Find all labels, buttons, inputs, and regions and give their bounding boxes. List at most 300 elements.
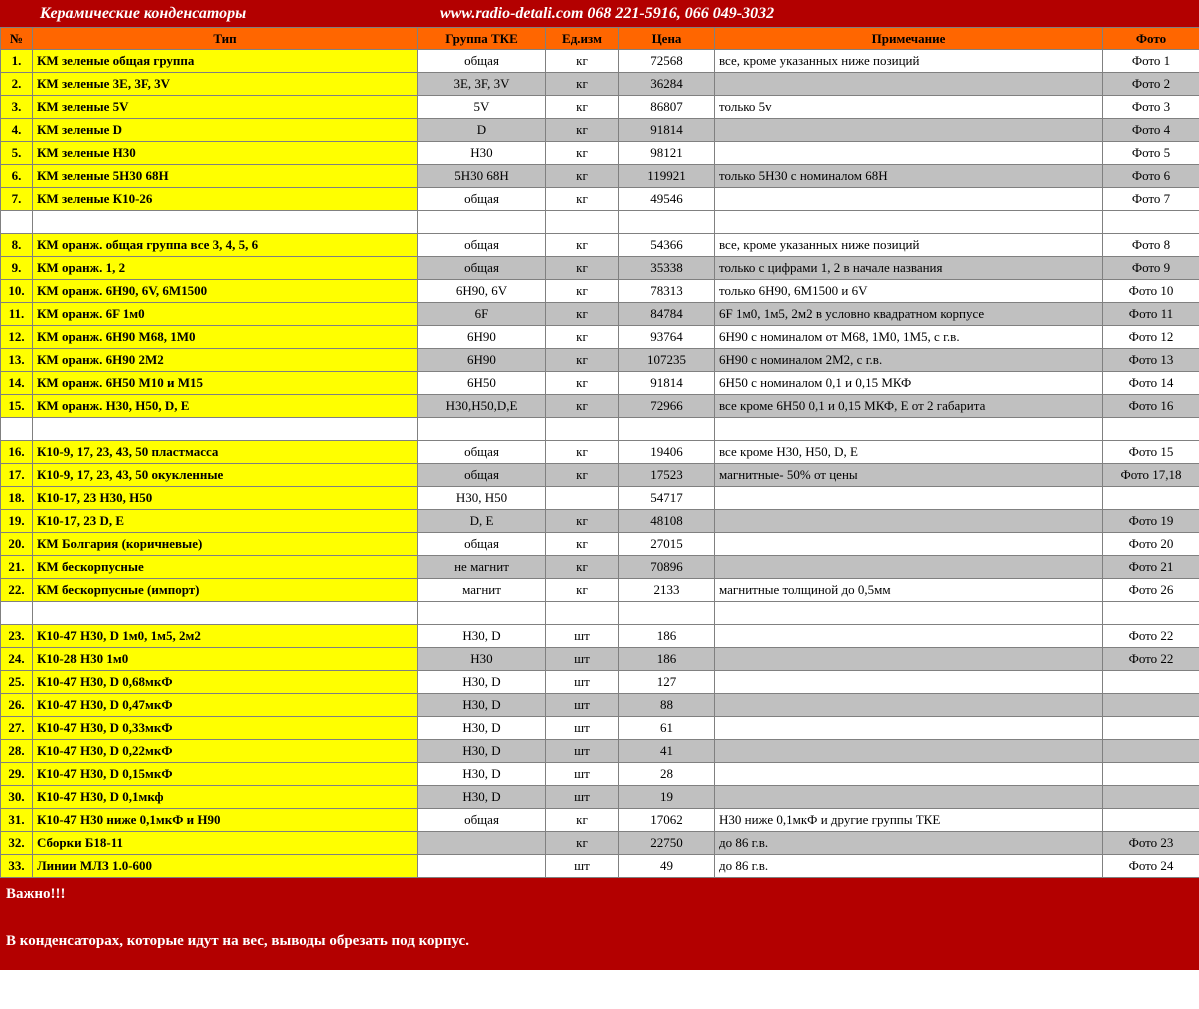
cell-note: [715, 533, 1103, 556]
cell-unit: кг: [546, 165, 619, 188]
cell-unit: кг: [546, 303, 619, 326]
cell-price: 98121: [619, 142, 715, 165]
cell-num: 21.: [1, 556, 33, 579]
cell-tke: магнит: [418, 579, 546, 602]
table-row: [1, 487, 1199, 510]
cell-unit: кг: [546, 142, 619, 165]
table-row: [1, 648, 1199, 671]
cell-photo: Фото 23: [1103, 832, 1199, 855]
table-row: [1, 119, 1199, 142]
cell-tke: общая: [418, 188, 546, 211]
cell-photo: Фото 4: [1103, 119, 1199, 142]
cell-type: К10-47 Н30 ниже 0,1мкФ и Н90: [33, 809, 418, 832]
cell-num: 10.: [1, 280, 33, 303]
table-row: [1, 556, 1199, 579]
cell-unit: шт: [546, 717, 619, 740]
cell-unit: кг: [546, 257, 619, 280]
table-row: [1, 50, 1199, 73]
cell-unit: кг: [546, 464, 619, 487]
cell-photo: [1103, 671, 1199, 694]
cell-unit: кг: [546, 809, 619, 832]
cell-tke: Н30: [418, 648, 546, 671]
cell-type: КМ зеленые D: [33, 119, 418, 142]
important-notice: [0, 878, 1199, 970]
column-header-tke: Группа ТКЕ: [418, 28, 546, 50]
cell-tke: Н30, D: [418, 671, 546, 694]
cell-type: КМ бескорпусные (импорт): [33, 579, 418, 602]
cell-note: [715, 717, 1103, 740]
cell-type: К10-28 Н30 1м0: [33, 648, 418, 671]
cell-tke: Н30, D: [418, 625, 546, 648]
table-row: [1, 303, 1199, 326]
cell-tke: общая: [418, 809, 546, 832]
cell-tke: 3Е, 3F, 3V: [418, 73, 546, 96]
cell-num: 2.: [1, 73, 33, 96]
cell-num: [1, 418, 33, 441]
cell-num: 4.: [1, 119, 33, 142]
cell-tke: общая: [418, 464, 546, 487]
cell-price: 91814: [619, 372, 715, 395]
cell-photo: Фото 16: [1103, 395, 1199, 418]
table-row: [1, 73, 1199, 96]
cell-type: К10-47 Н30, D 0,33мкФ: [33, 717, 418, 740]
cell-note: 6Н90 с номиналом от М68, 1М0, 1М5, с г.в.: [715, 326, 1103, 349]
cell-num: 26.: [1, 694, 33, 717]
cell-photo: Фото 22: [1103, 625, 1199, 648]
cell-photo: Фото 21: [1103, 556, 1199, 579]
cell-unit: кг: [546, 395, 619, 418]
table-row: [1, 717, 1199, 740]
cell-num: 8.: [1, 234, 33, 257]
cell-tke: Н30, D: [418, 740, 546, 763]
cell-unit: шт: [546, 625, 619, 648]
table-row: [1, 257, 1199, 280]
cell-tke: 5V: [418, 96, 546, 119]
cell-price: 17062: [619, 809, 715, 832]
cell-tke: [418, 832, 546, 855]
cell-num: 22.: [1, 579, 33, 602]
table-row: [1, 625, 1199, 648]
cell-photo: Фото 14: [1103, 372, 1199, 395]
cell-price: 186: [619, 648, 715, 671]
cell-price: 36284: [619, 73, 715, 96]
table-row: [1, 694, 1199, 717]
column-header-note: Примечание: [715, 28, 1103, 50]
table-row: [1, 326, 1199, 349]
table-row: [1, 349, 1199, 372]
table-body: [1, 50, 1199, 878]
cell-unit: кг: [546, 234, 619, 257]
cell-note: [715, 418, 1103, 441]
table-row: [1, 165, 1199, 188]
cell-type: КМ оранж. Н30, Н50, D, Е: [33, 395, 418, 418]
cell-type: КМ бескорпусные: [33, 556, 418, 579]
cell-price: 88: [619, 694, 715, 717]
table-spacer-row: [1, 602, 1199, 625]
table-row: [1, 740, 1199, 763]
cell-note: только с цифрами 1, 2 в начале названия: [715, 257, 1103, 280]
cell-photo: Фото 7: [1103, 188, 1199, 211]
cell-unit: кг: [546, 119, 619, 142]
table-row: [1, 533, 1199, 556]
cell-photo: [1103, 809, 1199, 832]
cell-type: К10-17, 23 D, Е: [33, 510, 418, 533]
table-row: [1, 395, 1199, 418]
cell-type: К10-47 Н30, D 0,22мкФ: [33, 740, 418, 763]
cell-type: Сборки Б18-11: [33, 832, 418, 855]
column-header-unit: Ед.изм: [546, 28, 619, 50]
cell-tke: D: [418, 119, 546, 142]
cell-unit: [546, 602, 619, 625]
cell-note: 6F 1м0, 1м5, 2м2 в условно квадратном корпусе: [715, 303, 1103, 326]
table-row: [1, 809, 1199, 832]
cell-num: 19.: [1, 510, 33, 533]
cell-price: 72966: [619, 395, 715, 418]
cell-tke: 5Н30 68Н: [418, 165, 546, 188]
cell-num: 3.: [1, 96, 33, 119]
cell-price: 17523: [619, 464, 715, 487]
cell-price: 84784: [619, 303, 715, 326]
cell-num: 12.: [1, 326, 33, 349]
cell-price: 127: [619, 671, 715, 694]
cell-photo: [1103, 211, 1199, 234]
cell-num: 25.: [1, 671, 33, 694]
cell-tke: Н30: [418, 142, 546, 165]
cell-type: КМ зеленые общая группа: [33, 50, 418, 73]
notice-title: Важно!!!: [6, 886, 66, 902]
cell-price: 72568: [619, 50, 715, 73]
price-table-wrapper: [0, 27, 1199, 878]
cell-price: [619, 418, 715, 441]
cell-num: 28.: [1, 740, 33, 763]
cell-photo: Фото 26: [1103, 579, 1199, 602]
cell-type: К10-17, 23 Н30, Н50: [33, 487, 418, 510]
cell-unit: шт: [546, 855, 619, 878]
cell-unit: шт: [546, 740, 619, 763]
cell-unit: шт: [546, 648, 619, 671]
cell-note: [715, 740, 1103, 763]
cell-num: 1.: [1, 50, 33, 73]
table-row: [1, 510, 1199, 533]
cell-photo: Фото 12: [1103, 326, 1199, 349]
cell-unit: кг: [546, 556, 619, 579]
cell-note: [715, 188, 1103, 211]
cell-note: 6Н90 с номиналом 2М2, с г.в.: [715, 349, 1103, 372]
cell-tke: общая: [418, 50, 546, 73]
cell-type: КМ зеленые Н30: [33, 142, 418, 165]
cell-num: 20.: [1, 533, 33, 556]
cell-type: КМ зеленые 5Н30 68Н: [33, 165, 418, 188]
table-row: [1, 234, 1199, 257]
cell-tke: Н30, D: [418, 763, 546, 786]
cell-num: 32.: [1, 832, 33, 855]
cell-price: 22750: [619, 832, 715, 855]
cell-photo: Фото 6: [1103, 165, 1199, 188]
cell-tke: [418, 855, 546, 878]
cell-note: до 86 г.в.: [715, 855, 1103, 878]
cell-type: [33, 602, 418, 625]
cell-type: К10-47 Н30, D 0,47мкФ: [33, 694, 418, 717]
cell-tke: 6Н90: [418, 326, 546, 349]
cell-price: 86807: [619, 96, 715, 119]
cell-note: все кроме 6Н50 0,1 и 0,15 МКФ, Е от 2 габарита: [715, 395, 1103, 418]
cell-note: [715, 625, 1103, 648]
cell-price: 27015: [619, 533, 715, 556]
cell-photo: Фото 13: [1103, 349, 1199, 372]
cell-note: [715, 602, 1103, 625]
cell-unit: кг: [546, 510, 619, 533]
cell-photo: Фото 20: [1103, 533, 1199, 556]
page-title: Керамические конденсаторы: [40, 4, 247, 22]
cell-num: 14.: [1, 372, 33, 395]
cell-photo: Фото 9: [1103, 257, 1199, 280]
cell-photo: Фото 3: [1103, 96, 1199, 119]
table-row: [1, 188, 1199, 211]
cell-unit: кг: [546, 326, 619, 349]
cell-photo: Фото 15: [1103, 441, 1199, 464]
table-row: [1, 763, 1199, 786]
cell-note: [715, 119, 1103, 142]
cell-tke: Н30, Н50: [418, 487, 546, 510]
cell-price: 78313: [619, 280, 715, 303]
cell-type: КМ зеленые 3Е, 3F, 3V: [33, 73, 418, 96]
cell-price: 107235: [619, 349, 715, 372]
cell-num: 17.: [1, 464, 33, 487]
cell-num: 13.: [1, 349, 33, 372]
notice-text: В конденсаторах, которые идут на вес, выводы обрезать под корпус.: [6, 933, 469, 949]
cell-tke: 6Н90: [418, 349, 546, 372]
cell-note: все кроме Н30, Н50, D, Е: [715, 441, 1103, 464]
cell-unit: кг: [546, 441, 619, 464]
cell-photo: [1103, 694, 1199, 717]
cell-note: все, кроме указанных ниже позиций: [715, 234, 1103, 257]
cell-price: 54717: [619, 487, 715, 510]
cell-type: К10-9, 17, 23, 43, 50 пластмасса: [33, 441, 418, 464]
table-row: [1, 832, 1199, 855]
cell-unit: кг: [546, 349, 619, 372]
cell-num: [1, 602, 33, 625]
cell-price: 119921: [619, 165, 715, 188]
cell-type: КМ оранж. 6Н90, 6V, 6М1500: [33, 280, 418, 303]
cell-unit: кг: [546, 280, 619, 303]
table-spacer-row: [1, 418, 1199, 441]
cell-unit: кг: [546, 50, 619, 73]
cell-num: 6.: [1, 165, 33, 188]
cell-num: 24.: [1, 648, 33, 671]
table-row: [1, 464, 1199, 487]
table-row: [1, 96, 1199, 119]
cell-tke: не магнит: [418, 556, 546, 579]
table-row: [1, 441, 1199, 464]
cell-photo: [1103, 418, 1199, 441]
table-row: [1, 786, 1199, 809]
cell-note: [715, 487, 1103, 510]
cell-unit: кг: [546, 579, 619, 602]
cell-note: магнитные толщиной до 0,5мм: [715, 579, 1103, 602]
cell-note: только 5Н30 с номиналом 68Н: [715, 165, 1103, 188]
cell-tke: [418, 418, 546, 441]
cell-tke: общая: [418, 441, 546, 464]
cell-num: 7.: [1, 188, 33, 211]
cell-photo: [1103, 602, 1199, 625]
cell-unit: кг: [546, 96, 619, 119]
cell-price: 48108: [619, 510, 715, 533]
cell-tke: Н30, D: [418, 717, 546, 740]
cell-note: [715, 671, 1103, 694]
contact-info: www.radio-detali.com 068 221-5916, 066 049-3032: [440, 4, 775, 22]
cell-num: 27.: [1, 717, 33, 740]
table-spacer-row: [1, 211, 1199, 234]
cell-note: [715, 510, 1103, 533]
cell-photo: Фото 10: [1103, 280, 1199, 303]
cell-price: 61: [619, 717, 715, 740]
cell-unit: шт: [546, 694, 619, 717]
cell-photo: [1103, 487, 1199, 510]
cell-price: 186: [619, 625, 715, 648]
cell-type: К10-9, 17, 23, 43, 50 окукленные: [33, 464, 418, 487]
cell-type: КМ оранж. 1, 2: [33, 257, 418, 280]
cell-tke: [418, 211, 546, 234]
cell-type: [33, 418, 418, 441]
cell-tke: Н30, D: [418, 694, 546, 717]
cell-tke: общая: [418, 533, 546, 556]
cell-photo: Фото 1: [1103, 50, 1199, 73]
cell-note: 6Н50 с номиналом 0,1 и 0,15 МКФ: [715, 372, 1103, 395]
cell-note: [715, 786, 1103, 809]
cell-price: 49: [619, 855, 715, 878]
cell-note: до 86 г.в.: [715, 832, 1103, 855]
table-row: [1, 142, 1199, 165]
cell-photo: [1103, 740, 1199, 763]
cell-type: КМ зеленые К10-26: [33, 188, 418, 211]
cell-num: 9.: [1, 257, 33, 280]
cell-num: [1, 211, 33, 234]
table-row: [1, 280, 1199, 303]
cell-price: 49546: [619, 188, 715, 211]
cell-tke: D, Е: [418, 510, 546, 533]
column-header-num: №: [1, 28, 33, 50]
cell-price: 54366: [619, 234, 715, 257]
table-row: [1, 671, 1199, 694]
cell-unit: кг: [546, 372, 619, 395]
cell-unit: [546, 211, 619, 234]
cell-tke: общая: [418, 257, 546, 280]
cell-photo: Фото 5: [1103, 142, 1199, 165]
cell-type: КМ оранж. 6Н90 2М2: [33, 349, 418, 372]
cell-photo: [1103, 786, 1199, 809]
cell-type: К10-47 Н30, D 0,68мкФ: [33, 671, 418, 694]
cell-tke: Н30, D: [418, 786, 546, 809]
cell-unit: шт: [546, 763, 619, 786]
cell-tke: Н30,Н50,D,Е: [418, 395, 546, 418]
cell-note: Н30 ниже 0,1мкФ и другие группы ТКЕ: [715, 809, 1103, 832]
cell-tke: общая: [418, 234, 546, 257]
cell-type: КМ зеленые 5V: [33, 96, 418, 119]
page-header: [0, 0, 1199, 27]
cell-type: КМ оранж. общая группа все 3, 4, 5, 6: [33, 234, 418, 257]
cell-num: 23.: [1, 625, 33, 648]
cell-unit: [546, 418, 619, 441]
cell-num: 29.: [1, 763, 33, 786]
cell-price: [619, 602, 715, 625]
cell-photo: Фото 17,18: [1103, 464, 1199, 487]
cell-photo: [1103, 717, 1199, 740]
cell-num: 18.: [1, 487, 33, 510]
cell-photo: Фото 22: [1103, 648, 1199, 671]
cell-unit: кг: [546, 73, 619, 96]
cell-unit: шт: [546, 671, 619, 694]
cell-price: 70896: [619, 556, 715, 579]
table-row: [1, 855, 1199, 878]
cell-photo: [1103, 763, 1199, 786]
cell-photo: Фото 19: [1103, 510, 1199, 533]
cell-unit: шт: [546, 786, 619, 809]
table-row: [1, 579, 1199, 602]
table-header-row: [1, 28, 1199, 50]
cell-unit: кг: [546, 832, 619, 855]
cell-num: 11.: [1, 303, 33, 326]
cell-photo: Фото 2: [1103, 73, 1199, 96]
cell-price: 41: [619, 740, 715, 763]
cell-unit: кг: [546, 533, 619, 556]
cell-note: [715, 211, 1103, 234]
cell-type: КМ оранж. 6F 1м0: [33, 303, 418, 326]
cell-note: [715, 763, 1103, 786]
cell-type: КМ Болгария (коричневые): [33, 533, 418, 556]
cell-price: 19: [619, 786, 715, 809]
cell-photo: Фото 8: [1103, 234, 1199, 257]
cell-price: 19406: [619, 441, 715, 464]
cell-type: К10-47 Н30, D 0,1мкф: [33, 786, 418, 809]
cell-num: 15.: [1, 395, 33, 418]
cell-photo: Фото 24: [1103, 855, 1199, 878]
price-table: [0, 27, 1199, 878]
cell-price: 28: [619, 763, 715, 786]
column-header-type: Тип: [33, 28, 418, 50]
cell-num: 30.: [1, 786, 33, 809]
cell-note: [715, 694, 1103, 717]
cell-note: все, кроме указанных ниже позиций: [715, 50, 1103, 73]
cell-price: 91814: [619, 119, 715, 142]
cell-type: [33, 211, 418, 234]
cell-num: 33.: [1, 855, 33, 878]
cell-price: 2133: [619, 579, 715, 602]
cell-tke: [418, 602, 546, 625]
cell-note: [715, 73, 1103, 96]
cell-note: магнитные- 50% от цены: [715, 464, 1103, 487]
cell-type: К10-47 Н30, D 0,15мкФ: [33, 763, 418, 786]
cell-note: [715, 142, 1103, 165]
cell-note: только 5v: [715, 96, 1103, 119]
cell-type: К10-47 Н30, D 1м0, 1м5, 2м2: [33, 625, 418, 648]
cell-num: 5.: [1, 142, 33, 165]
cell-unit: кг: [546, 188, 619, 211]
cell-tke: 6Н90, 6V: [418, 280, 546, 303]
cell-tke: 6Н50: [418, 372, 546, 395]
cell-type: КМ оранж. 6Н90 М68, 1М0: [33, 326, 418, 349]
cell-type: КМ оранж. 6Н50 М10 и М15: [33, 372, 418, 395]
column-header-photo: Фото: [1103, 28, 1199, 50]
table-row: [1, 372, 1199, 395]
cell-price: 35338: [619, 257, 715, 280]
cell-photo: Фото 11: [1103, 303, 1199, 326]
cell-price: 93764: [619, 326, 715, 349]
cell-num: 31.: [1, 809, 33, 832]
column-header-price: Цена: [619, 28, 715, 50]
cell-type: Линии МЛЗ 1.0-600: [33, 855, 418, 878]
cell-num: 16.: [1, 441, 33, 464]
cell-tke: 6F: [418, 303, 546, 326]
